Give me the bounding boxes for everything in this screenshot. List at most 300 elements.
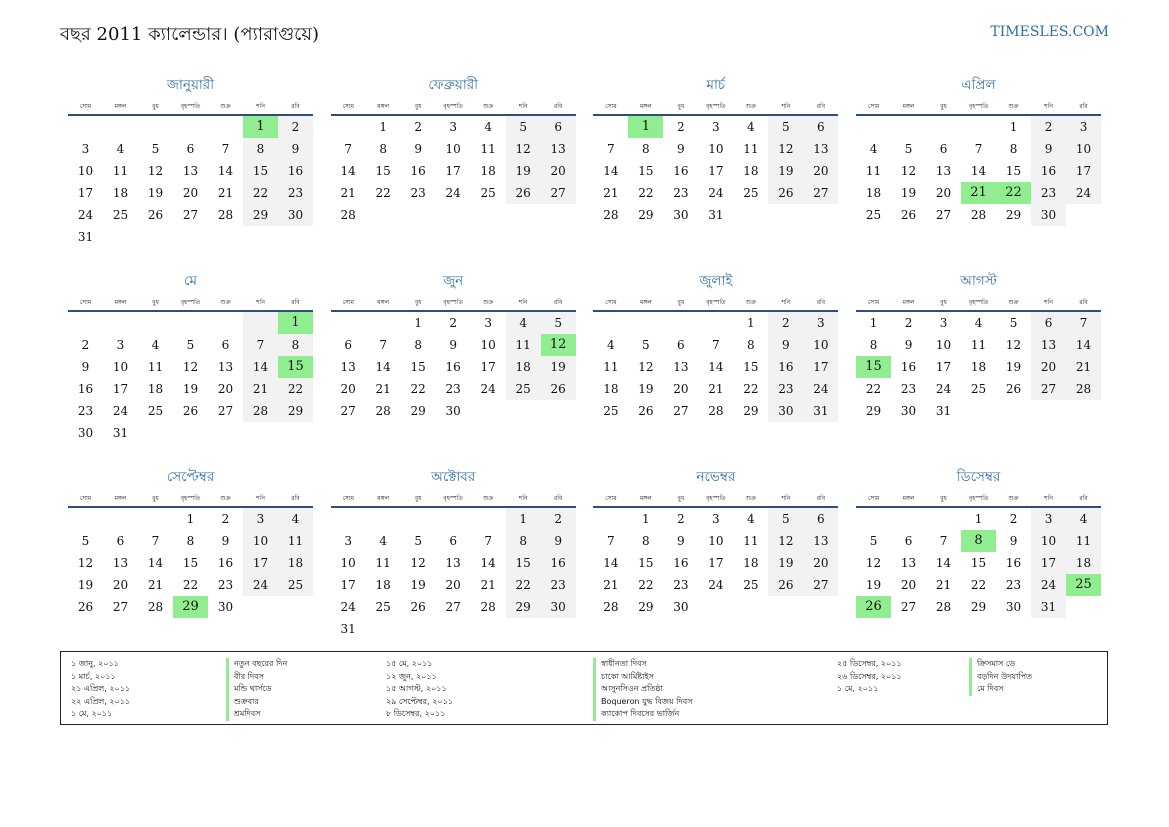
day-cell: 1 [869,316,878,330]
day-cell: 19 [77,578,94,592]
weekday-label: সোম [342,299,354,306]
day-cell: 23 [217,578,234,592]
day-cell: 13 [900,556,917,570]
weekday-label: মঙ্গল [639,103,652,110]
day-cell: 11 [112,164,129,178]
day-cell: 18 [506,356,541,378]
weekday-label: রবি [816,103,826,110]
holiday-date: ১২ জুন, ২০১১ [386,671,437,681]
day-cell: 1 [243,116,278,138]
empty-day-cell [541,204,576,226]
day-cell: 25 [603,404,619,418]
day-cell: 15 [506,552,541,574]
day-cell: 17 [243,552,278,574]
day-cell: 3 [449,120,457,134]
weekday-label: বৃহস্পতি [706,103,726,110]
day-cell: 23 [1005,578,1022,592]
empty-day-cell [471,508,506,530]
empty-day-cell [628,312,663,334]
month-calendar [593,270,838,442]
day-cell: 8 [1009,142,1018,156]
day-cell: 13 [803,530,838,552]
weekday-label: রবি [554,299,563,306]
weekday-label: রবি [816,299,826,306]
holiday-name: ক্রিসমাস ডে [969,658,1032,671]
day-cell: 9 [541,530,576,552]
day-cell: 6 [677,338,685,352]
day-cell: 19 [541,356,576,378]
day-cell: 31 [1031,596,1066,618]
day-cell: 19 [506,160,541,182]
day-cell: 4 [116,142,125,156]
holiday-name: শ্রমদিবস [226,708,287,721]
day-cell: 28 [708,404,724,418]
empty-day-cell [926,508,961,530]
month-calendar [856,74,1101,246]
day-cell: 21 [340,186,356,200]
day-cell: 28 [375,404,391,418]
day-cell: 12 [506,138,541,160]
weekday-header [331,296,576,312]
empty-day-cell [243,312,278,334]
empty-day-cell [961,400,996,422]
day-cell: 13 [1031,334,1066,356]
day-cell: 19 [147,186,164,200]
site-link[interactable]: TIMESLES.COM [990,24,1109,40]
weekday-header [856,296,1101,312]
day-cell: 14 [217,164,234,178]
weekday-label: বুধ [677,495,685,502]
holiday-name: বীর দিবস [226,671,287,684]
day-cell: 25 [375,600,391,614]
day-cell: 29 [638,208,654,222]
day-cell: 17 [1066,160,1101,182]
day-cell: 23 [673,578,689,592]
day-cell: 14 [935,556,952,570]
day-cell: 10 [340,556,356,570]
holiday-date: ২২ এপ্রিল, ২০১১ [71,696,131,706]
empty-day-cell [856,508,891,530]
day-cell: 1 [506,508,541,530]
day-cell: 21 [480,578,496,592]
day-cell: 30 [673,208,689,222]
month-name: অক্টোবর [431,469,476,485]
empty-day-cell [541,400,576,422]
month-name: মে [184,273,197,289]
weekday-label: মঙ্গল [902,495,915,502]
day-cell: 12 [182,360,199,374]
weekday-header [331,492,576,508]
day-cell: 6 [803,508,838,530]
month-calendar [856,270,1101,442]
month-days [331,116,576,226]
day-cell: 2 [541,508,576,530]
empty-day-cell [856,116,891,138]
weekday-label: সোম [79,495,92,502]
day-cell: 23 [445,382,461,396]
weekday-label: শুক্র [483,299,494,306]
day-cell: 13 [541,138,576,160]
day-cell: 26 [77,600,94,614]
day-cell: 24 [340,600,356,614]
month-calendar [331,270,576,442]
day-cell: 5 [768,116,803,138]
day-cell: 5 [904,142,913,156]
day-cell: 29 [173,596,208,618]
page-title: বছর 2011 ক্যালেন্ডার। (প্যারাগুয়ে) [60,24,320,45]
empty-day-cell [331,116,366,138]
day-cell: 8 [243,138,278,160]
day-cell: 22 [996,182,1031,204]
day-cell: 25 [506,378,541,400]
holiday-date: ২১ এপ্রিল, ২০১১ [71,684,131,694]
day-cell: 5 [1009,316,1018,330]
day-cell: 6 [116,534,125,548]
day-cell: 25 [278,574,313,596]
day-cell: 7 [379,338,387,352]
day-cell: 23 [768,378,803,400]
day-cell: 28 [1066,378,1101,400]
day-cell: 21 [603,578,619,592]
day-cell: 16 [541,552,576,574]
day-cell: 6 [541,116,576,138]
weekday-label: শনি [518,495,528,502]
day-cell: 11 [603,360,619,374]
day-cell: 27 [217,404,234,418]
month-days [856,312,1101,422]
day-cell: 1 [628,116,663,138]
day-cell: 12 [768,530,803,552]
day-cell: 15 [638,556,654,570]
day-cell: 29 [243,204,278,226]
day-cell: 21 [603,186,619,200]
day-cell: 18 [970,360,987,374]
weekday-label: মঙ্গল [377,495,390,502]
empty-day-cell [366,312,401,334]
day-cell: 16 [1005,556,1022,570]
day-cell: 7 [712,338,720,352]
day-cell: 26 [506,182,541,204]
weekday-label: বুধ [677,103,685,110]
weekday-label: শনি [781,299,791,306]
month-days [856,116,1101,226]
day-cell: 22 [638,578,654,592]
day-cell: 6 [344,338,352,352]
empty-day-cell [663,312,698,334]
empty-day-cell [471,204,506,226]
empty-day-cell [68,116,103,138]
month-name: ফেব্রুয়ারী [428,77,479,93]
weekday-label: শনি [256,103,265,110]
day-cell: 22 [743,382,759,396]
weekday-label: শনি [1044,495,1053,502]
empty-day-cell [803,596,838,618]
day-cell: 24 [77,208,94,222]
empty-day-cell [733,596,768,618]
day-cell: 27 [803,182,838,204]
empty-day-cell [103,116,138,138]
day-cell: 15 [743,360,759,374]
day-cell: 31 [708,208,724,222]
holiday-date: ১ জানু, ২০১১ [71,659,119,668]
weekday-label: শনি [1044,299,1053,306]
day-cell: 16 [217,556,234,570]
weekday-label: শুক্র [745,103,756,110]
day-cell: 25 [112,208,129,222]
day-cell: 14 [708,360,724,374]
day-cell: 27 [340,404,356,418]
weekday-label: বুধ [414,495,422,502]
empty-day-cell [208,226,243,248]
day-cell: 17 [340,578,356,592]
month-calendar [331,74,576,246]
day-cell: 8 [379,142,387,156]
empty-day-cell [471,618,506,640]
weekday-label: রবি [554,495,563,502]
day-cell: 14 [970,164,987,178]
month-name: মার্চ [706,77,726,93]
day-cell: 18 [743,556,759,570]
empty-day-cell [593,312,628,334]
day-cell: 29 [743,404,759,418]
day-cell: 9 [1031,138,1066,160]
day-cell: 8 [506,530,541,552]
day-cell: 12 [768,138,803,160]
day-cell: 7 [221,142,230,156]
day-cell: 27 [112,600,129,614]
holiday-date: ১ মে, ২০১১ [71,709,113,719]
day-cell: 16 [410,164,426,178]
empty-day-cell [278,422,313,444]
holiday-name: শুক্রবার [226,696,287,709]
day-cell: 20 [900,578,917,592]
day-cell: 9 [904,338,913,352]
day-cell: 22 [970,578,987,592]
day-cell: 29 [970,600,987,614]
month-calendar [68,74,313,246]
day-cell: 28 [243,400,278,422]
empty-day-cell [996,400,1031,422]
day-cell: 20 [112,578,129,592]
day-cell: 11 [1066,530,1101,552]
day-cell: 2 [1031,116,1066,138]
day-cell: 23 [278,182,313,204]
day-cell: 14 [243,356,278,378]
weekday-label: শনি [256,299,265,306]
day-cell: 13 [182,164,199,178]
day-cell: 30 [541,596,576,618]
holiday-date: ২৬ ডিসেম্বর, ২০১১ [837,671,902,681]
day-cell: 18 [1066,552,1101,574]
day-cell: 25 [1066,574,1101,596]
day-cell: 20 [445,578,461,592]
holiday-date: ১৫ আগস্ট, ২০১১ [386,684,447,694]
day-cell: 6 [1031,312,1066,334]
day-cell: 28 [935,600,952,614]
weekday-label: মঙ্গল [114,495,127,502]
day-cell: 6 [803,116,838,138]
weekday-label: শনি [518,299,528,306]
weekday-label: সোম [605,495,617,502]
day-cell: 29 [638,600,654,614]
day-cell: 4 [869,142,878,156]
day-cell: 26 [1005,382,1022,396]
day-cell: 24 [1031,574,1066,596]
weekday-label: শুক্র [1008,103,1019,110]
day-cell: 1 [379,120,387,134]
weekday-label: বুধ [414,103,422,110]
day-cell: 11 [480,142,496,156]
weekday-label: রবি [1079,495,1088,502]
empty-day-cell [471,400,506,422]
day-cell: 27 [673,404,689,418]
day-cell: 13 [803,138,838,160]
holiday-name: বড়দিন উদযাপিত [969,671,1032,684]
weekday-header [856,492,1101,508]
day-cell: 9 [414,142,422,156]
empty-day-cell [401,204,436,226]
day-cell: 28 [217,208,234,222]
day-cell: 15 [375,164,391,178]
day-cell: 19 [865,578,882,592]
day-cell: 19 [768,160,803,182]
month-name: নভেম্বর [696,469,736,485]
weekday-label: মঙ্গল [639,495,652,502]
day-cell: 29 [506,596,541,618]
empty-day-cell [1066,596,1101,618]
day-cell: 23 [900,382,917,396]
empty-day-cell [278,226,313,248]
day-cell: 21 [243,378,278,400]
empty-day-cell [541,618,576,640]
empty-day-cell [698,312,733,334]
empty-day-cell [768,204,803,226]
day-cell: 11 [278,530,313,552]
day-cell: 29 [865,404,882,418]
day-cell: 9 [221,534,230,548]
day-cell: 26 [147,208,164,222]
holiday-name: Boqueron যুদ্ধ বিজয় দিবস [593,696,692,709]
day-cell: 7 [344,142,352,156]
weekday-label: শনি [781,103,791,110]
day-cell: 2 [81,338,90,352]
day-cell: 2 [904,316,913,330]
day-cell: 25 [970,382,987,396]
month-days [68,116,313,248]
day-cell: 14 [1066,334,1101,356]
day-cell: 6 [904,534,913,548]
day-cell: 3 [81,142,90,156]
day-cell: 5 [768,508,803,530]
day-cell: 16 [278,160,313,182]
day-cell: 18 [603,382,619,396]
empty-day-cell [926,116,961,138]
day-cell: 20 [803,160,838,182]
weekday-header [68,100,313,116]
day-cell: 17 [77,186,94,200]
day-cell: 7 [607,534,615,548]
day-cell: 21 [935,578,952,592]
empty-day-cell [506,204,541,226]
month-days [68,508,313,618]
day-cell: 17 [803,356,838,378]
day-cell: 13 [112,556,129,570]
day-cell: 12 [865,556,882,570]
day-cell: 23 [410,186,426,200]
day-cell: 2 [677,120,685,134]
day-cell: 4 [747,120,755,134]
day-cell: 6 [186,142,195,156]
day-cell: 21 [147,578,164,592]
weekday-label: রবি [291,103,300,110]
day-cell: 2 [449,316,457,330]
weekday-label: বুধ [152,495,159,502]
day-cell: 17 [445,164,461,178]
day-cell: 8 [186,534,195,548]
weekday-label: মঙ্গল [377,299,390,306]
day-cell: 30 [768,400,803,422]
day-cell: 2 [1009,512,1018,526]
day-cell: 17 [708,556,724,570]
empty-day-cell [208,116,243,138]
empty-day-cell [138,422,173,444]
weekday-label: রবি [291,495,300,502]
day-cell: 30 [1031,204,1066,226]
empty-day-cell [366,204,401,226]
weekday-label: বৃহস্পতি [443,495,463,502]
weekday-label: শুক্র [220,299,231,306]
month-name: ডিসেম্বর [956,469,1001,485]
month-calendar [593,466,838,638]
empty-day-cell [278,596,313,618]
day-cell: 6 [449,534,457,548]
day-cell: 3 [1066,116,1101,138]
day-cell: 20 [1031,356,1066,378]
day-cell: 4 [974,316,983,330]
empty-day-cell [1066,400,1101,422]
day-cell: 23 [673,186,689,200]
day-cell: 26 [541,378,576,400]
holiday-name: মন্ডি থার্সডে [226,683,287,696]
holiday-name: স্বাধীনতা দিবস [593,658,692,671]
day-cell: 23 [77,404,94,418]
empty-day-cell [803,204,838,226]
day-cell: 10 [1031,530,1066,552]
empty-day-cell [506,618,541,640]
day-cell: 11 [743,534,759,548]
day-cell: 26 [768,182,803,204]
holiday-date: ৮ ডিসেম্বর, ২০১১ [386,709,446,719]
weekday-label: বৃহস্পতি [180,495,201,502]
weekday-label: সোম [79,299,92,306]
day-cell: 9 [449,338,457,352]
day-cell: 7 [484,534,492,548]
holiday-names-column [226,658,287,721]
day-cell: 7 [974,142,983,156]
day-cell: 27 [900,600,917,614]
day-cell: 10 [935,338,952,352]
empty-day-cell [593,116,628,138]
day-cell: 26 [900,208,917,222]
weekday-label: রবি [816,495,826,502]
day-cell: 31 [340,622,356,636]
day-cell: 8 [642,534,650,548]
day-cell: 4 [1066,508,1101,530]
day-cell: 9 [677,534,685,548]
day-cell: 24 [1066,182,1101,204]
weekday-label: শনি [256,495,265,502]
day-cell: 9 [677,142,685,156]
